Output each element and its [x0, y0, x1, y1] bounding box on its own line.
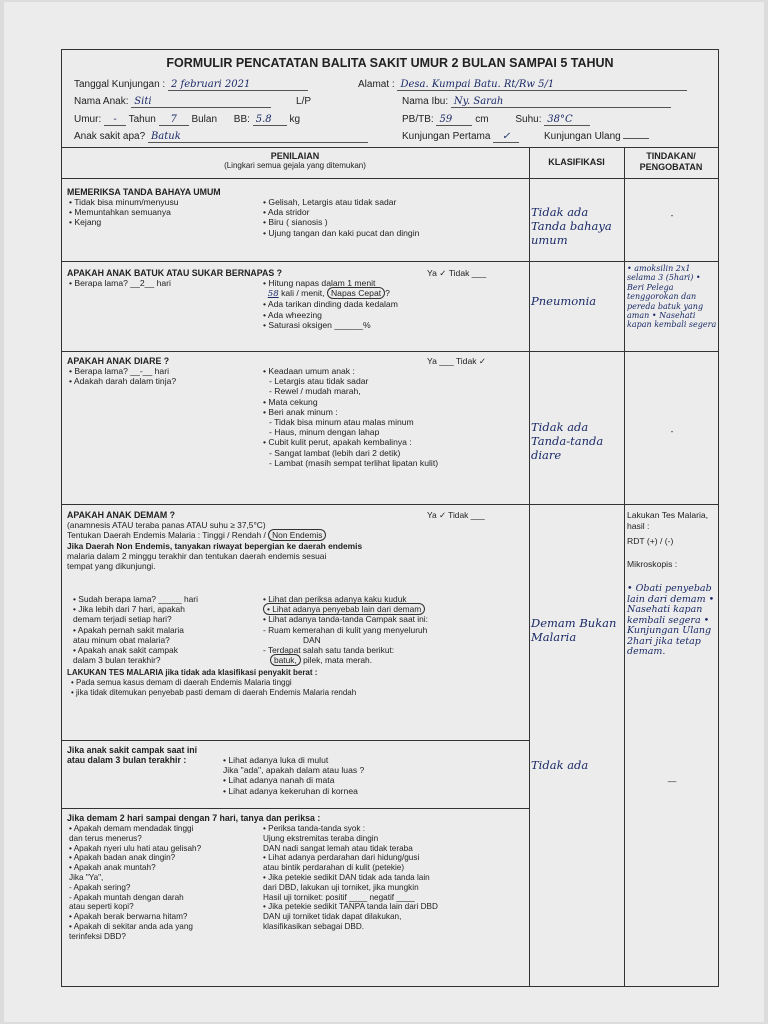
batuk-circled: batuk, [270, 654, 301, 666]
row-sep [61, 351, 719, 352]
paper-sheet [4, 2, 764, 1022]
form-title: FORMULIR PENCATATAN BALITA SAKIT UMUR 2 BULAN SAMPAI 5 TAHUN [166, 56, 614, 70]
klasifikasi-campak: Tidak ada [531, 758, 589, 772]
nama-ibu-value[interactable]: Ny. Sarah [451, 96, 671, 108]
umur-bulan-value[interactable]: 7 [159, 114, 189, 126]
sakit-row: Anak sakit apa? Batuk [74, 131, 368, 143]
alamat-value[interactable]: Desa. Kumpai Batu. Rt/Rw 5/1 [397, 79, 687, 91]
row-sep [61, 261, 719, 262]
tindakan-batuk: • amoksilin 2x1 selama 3 (5hari) • Beri Pelega tenggorokan dan pereda batuk yang aman • Nasehati kapan kembali segera [627, 264, 717, 330]
tindakan-campak: — [667, 776, 677, 786]
section-diare: APAKAH ANAK DIARE ? Ya ___ Tidak ✓ • Berapa lama? __-__ hari • Adakah darah dalam tinja? • Keadaan umum anak : - Letargis atau tidak sadar - Rewel / mudah marah, • Mata cekung • Beri anak minum : - Tidak bisa minum atau malas minum - Haus, minum dengan lahap • Cubit kulit perut, apakah kembalinya : - Sangat lambat (lebih dari 2 detik) - Lambat (masih sempat terlihat lipatan kulit) [67, 356, 487, 468]
col-divider-2 [624, 148, 625, 987]
kunjungan-row: Kunjungan Pertama ✓ Kunjungan Ulang [402, 131, 649, 143]
napas-cepat-circled: Napas Cepat [327, 287, 385, 299]
section-bahaya-umum: MEMERIKSA TANDA BAHAYA UMUM • Tidak bisa minum/menyusu • Memuntahkan semuanya • Kejang • Gelisah, Letargis atau tidak sadar • Ada stridor • Biru ( sianosis ) • Ujung tangan dan kaki pucat dan dingin [67, 187, 420, 238]
tanggal-row: Tanggal Kunjungan : 2 februari 2021 [74, 79, 308, 91]
batuk-ya-tidak[interactable]: Ya ✓ Tidak ___ [427, 268, 487, 278]
umur-tahun-value[interactable]: - [104, 114, 126, 126]
kunjungan-pertama-check[interactable]: ✓ [493, 131, 519, 143]
gender-field[interactable]: L/P [296, 96, 312, 107]
klasifikasi-demam: Demam Bukan Malaria [531, 616, 617, 644]
tindakan-bahaya: - [670, 210, 674, 220]
klasifikasi-diare: Tidak ada Tanda-tanda diare [531, 420, 604, 462]
diare-ya-tidak[interactable]: Ya ___ Tidak ✓ [427, 356, 487, 366]
pbtb-row: PB/TB: 59 cm Suhu: 38°C [402, 114, 590, 126]
alamat-row: Alamat : Desa. Kumpai Batu. Rt/Rw 5/1 [358, 79, 687, 91]
non-endemis-circled: Non Endemis [268, 529, 326, 541]
row-sep [61, 504, 719, 505]
tanggal-value[interactable]: 2 februari 2021 [168, 79, 308, 91]
klasifikasi-bahaya: Tidak ada Tanda bahaya umum [531, 205, 612, 247]
section-dbd: Jika demam 2 hari sampai dengan 7 hari, tanya dan periksa : • Apakah demam mendadak tinggi dan terus menerus? • Apakah nyeri ulu hati atau gelisah? • Apakah badan anak dingin? • Apakah anak muntah? Jika "Ya", - Apakah sering? - Apakah muntah dengan darah atau seperti kopi? • Apakah berak berwarna hitam? • Apakah di sekitar anda ada yang terinfeksi DBD? • Periksa tanda-tanda syok : Ujung ekstremitas teraba dingin DAN nadi sangat lemah atau tidak teraba • Lihat adanya perdarahan dari hidung/gusi atau bintik perdarahan di kulit (petekie) • Jika petekie sedikit DAN tidak ada tanda lain dari DBD, lakukan uji torniket, jika mungkin Hasil uji torniket: positif ____ negatif ____ • Jika petekie sedikit TANPA tanda lain dari DBD DAN uji torniket tidak dapat dilakukan, klasifikasikan sebagai DBD. [67, 813, 438, 941]
row-sep [61, 808, 529, 809]
assessment-table [61, 147, 719, 987]
napas-count-value[interactable]: 58 [267, 289, 279, 300]
umur-row: Umur: - Tahun 7 Bulan BB: 5.8 kg [74, 114, 301, 125]
col-header-tindakan: TINDAKAN/ PENGOBATAN [639, 151, 703, 172]
bb-value[interactable]: 5.8 [253, 114, 287, 126]
col-header-penilaian: PENILAIAN (Lingkari semua gejala yang ditemukan) [224, 151, 366, 170]
form-frame [61, 49, 719, 987]
col-header-klasifikasi: KLASIFIKASI [548, 157, 605, 167]
demam-ya-tidak[interactable]: Ya ✓ Tidak ___ [427, 510, 485, 520]
section-batuk: APAKAH ANAK BATUK ATAU SUKAR BERNAPAS ? Ya ✓ Tidak ___ • Berapa lama? __2__ hari • Hitung napas dalam 1 menit 58 kali / menit, Napas Cepat ? • Ada tarikan dinding dada kedalam • Ada wheezing • Saturasi oksigen ______% [67, 268, 487, 330]
tindakan-diare: - [670, 426, 674, 436]
nama-anak-row: Nama Anak: Siti L/P [74, 96, 312, 107]
col-divider-1 [529, 148, 530, 987]
nama-ibu-row: Nama Ibu: Ny. Sarah [402, 96, 671, 108]
row-sep [61, 178, 719, 179]
pbtb-value[interactable]: 59 [436, 114, 472, 126]
nama-anak-value[interactable]: Siti [131, 96, 271, 108]
tindakan-demam-handwritten: • Obati penyebab lain dari demam • Nasehati kapan kembali segera • Kunjungan Ulang 2hari jika tetap demam. [627, 583, 715, 657]
kunjungan-ulang-check[interactable] [623, 138, 649, 139]
row-sep [61, 740, 529, 741]
klasifikasi-batuk: Pneumonia [531, 294, 597, 308]
suhu-value[interactable]: 38°C [544, 114, 590, 126]
section-demam: APAKAH ANAK DEMAM ? Ya ✓ Tidak ___ (anamnesis ATAU teraba panas ATAU suhu ≥ 37,5°C) Tentukan Daerah Endemis Malaria : Tinggi / Rendah / Non Endemis Jika Daerah Non Endemis, tanyakan riwayat bepergian ke daerah endemis malaria dalam 2 minggu terakhir dan tentukan daerah endemis sesuai tempat yang dikunjungi. • Sudah berapa lama? _____ hari • Jika lebih dari 7 hari, apakah demam terjadi setiap hari? • Apakah pernah sakit malaria atau minum obat malaria? • Apakah anak sakit campak dalam 3 bulan terakhir? • Lihat dan periksa adanya kaku kuduk • Lihat adanya penyebab lain dari demam • Lihat adanya tanda-tanda Campak saat ini: - Ruam kemerahan di kulit yang menyeluruh DAN - Terdapat salah satu tanda berikut: batuk, pilek, mata merah. LAKUKAN TES MALARIA jika tidak ada klasifikasi penyakit berat : • Pada semua kasus demam di daerah Endemis Malaria tinggi • jika tidak ditemukan penyebab pasti demam di daerah Endemis Malaria rendah [67, 510, 485, 698]
penyebab-lain-circled: • Lihat adanya penyebab lain dari demam [263, 603, 425, 615]
section-campak: Jika anak sakit campak saat ini atau dalam 3 bulan terakhir : • Lihat adanya luka di mulut Jika "ada", apakah dalam atau luas ? • Lihat adanya nanah di mata • Lihat adanya kekeruhan di kornea [67, 745, 365, 796]
tindakan-demam: Lakukan Tes Malaria, hasil : RDT (+) / (-) Mikroskopis : • Obati penyebab lain dari demam • Nasehati kapan kembali segera • Kunjungan Ulang 2hari jika tetap demam. [627, 510, 717, 658]
sakit-value[interactable]: Batuk [148, 131, 368, 143]
